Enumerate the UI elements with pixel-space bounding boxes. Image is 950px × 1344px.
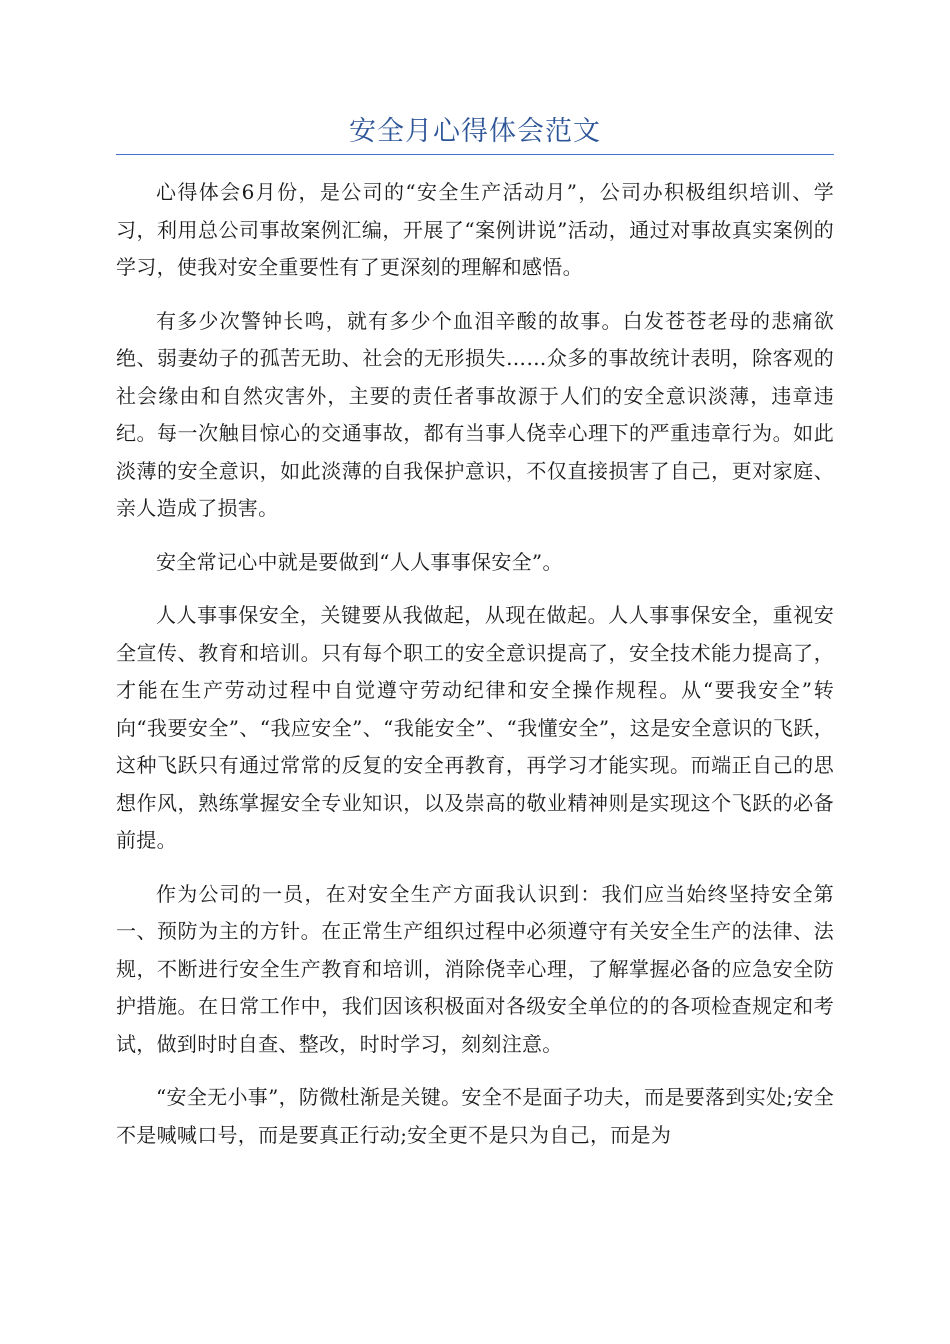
paragraph: 有多少次警钟长鸣，就有多少个血泪辛酸的故事。白发苍苍老母的悲痛欲绝、弱妻幼子的孤苦无助、社会的无形损失……众多的事故统计表明，除客观的社会缘由和自然灾害外，主要的责任者事故源于人们的安全意识淡薄，违章违纪。每一次触目惊心的交通事故，都有当事人侥幸心理下的严重违章行为。如此淡薄的安全意识，如此淡薄的自我保护意识，不仅直接损害了自己，更对家庭、亲人造成了损害。	[116, 308, 834, 520]
document-body	[116, 174, 834, 1154]
paragraph: 安全常记心中就是要做到“人人事事保安全”。	[156, 549, 563, 574]
paragraph: “安全无小事”，防微杜渐是关键。安全不是面子功夫，而是要落到实处;安全不是喊喊口号，而是要真正行动;安全更不是只为自己，而是为	[116, 1085, 834, 1147]
paragraph: 人人事事保安全，关键要从我做起，从现在做起。人人事事保安全，重视安全宣传、教育和培训。只有每个职工的安全意识提高了，安全技术能力提高了，才能在生产劳动过程中自觉遵守劳动纪律和安全操作规程。从“要我安全”转向“我要安全”、“我应安全”、“我能安全”、“我懂安全”，这是安全意识的飞跃，这种飞跃只有通过常常的反复的安全再教育，再学习才能实现。而端正自己的思想作风，熟练掌握安全专业知识，以及崇高的敬业精神则是实现这个飞跃的必备前提。	[116, 603, 834, 852]
document-title: 安全月心得体会范文	[349, 116, 601, 147]
paragraph: 作为公司的一员，在对安全生产方面我认识到：我们应当始终坚持安全第一、预防为主的方针。在正常生产组织过程中必须遵守有关安全生产的法律、法规，不断进行安全生产教育和培训，消除侥幸心理，了解掌握必备的应急安全防护措施。在日常工作中，我们因该积极面对各级安全单位的的各项检查规定和考试，做到时时自查、整改，时时学习，刻刻注意。	[116, 881, 834, 1056]
paragraph: 心得体会6月份，是公司的“安全生产活动月”，公司办积极组织培训、学习，利用总公司事故案例汇编，开展了“案例讲说”活动，通过对事故真实案例的学习，使我对安全重要性有了更深刻的理解和感悟。	[116, 180, 834, 279]
document-page	[116, 112, 834, 1170]
title-underline	[116, 154, 834, 155]
